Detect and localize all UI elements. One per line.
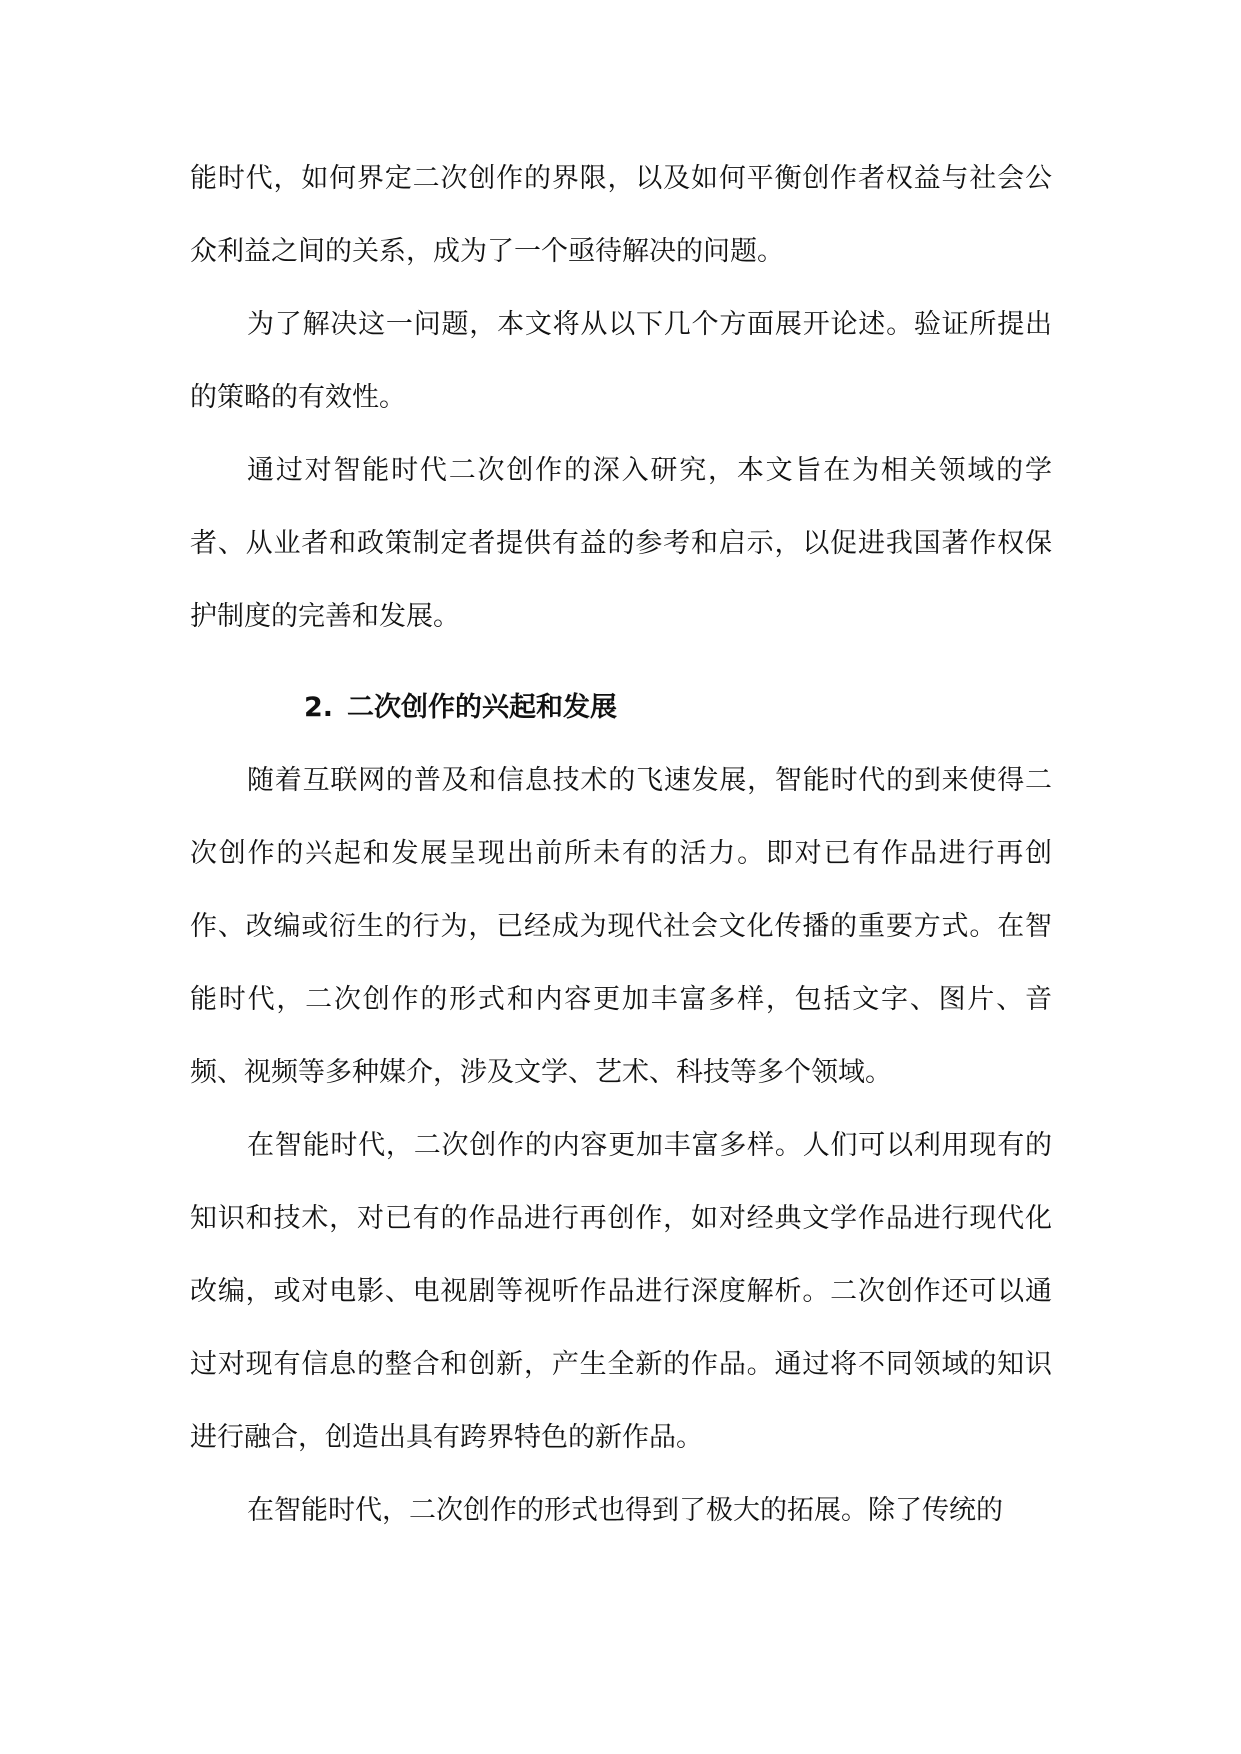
document-body bbox=[190, 142, 1052, 1547]
section-heading bbox=[190, 671, 1052, 744]
section-title: 二次创作的兴起和发展 bbox=[347, 692, 618, 723]
section-number: 2. bbox=[304, 692, 334, 723]
paragraph-2: 为了解决这一问题，本文将从以下几个方面展开论述。验证所提出的策略的有效性。 bbox=[190, 309, 1052, 413]
paragraph-3: 通过对智能时代二次创作的深入研究，本文旨在为相关领域的学者、从业者和政策制定者提供有益的参考和启示，以促进我国著作权保护制度的完善和发展。 bbox=[190, 455, 1052, 632]
paragraph-6: 在智能时代，二次创作的形式也得到了极大的拓展。除了传统的 bbox=[247, 1495, 1003, 1526]
paragraph-5: 在智能时代，二次创作的内容更加丰富多样。人们可以利用现有的知识和技术，对已有的作品进行再创作，如对经典文学作品进行现代化改编，或对电影、电视剧等视听作品进行深度解析。二次创作还可以通过对现有信息的整合和创新，产生全新的作品。通过将不同领域的知识进行融合，创造出具有跨界特色的新作品。 bbox=[190, 1130, 1052, 1453]
paragraph-4: 随着互联网的普及和信息技术的飞速发展，智能时代的到来使得二次创作的兴起和发展呈现出前所未有的活力。即对已有作品进行再创作、改编或衍生的行为，已经成为现代社会文化传播的重要方式。在智能时代，二次创作的形式和内容更加丰富多样，包括文字、图片、音频、视频等多种媒介，涉及文学、艺术、科技等多个领域。 bbox=[190, 765, 1052, 1088]
paragraph-1: 能时代，如何界定二次创作的界限，以及如何平衡创作者权益与社会公众利益之间的关系，成为了一个亟待解决的问题。 bbox=[190, 163, 1052, 267]
